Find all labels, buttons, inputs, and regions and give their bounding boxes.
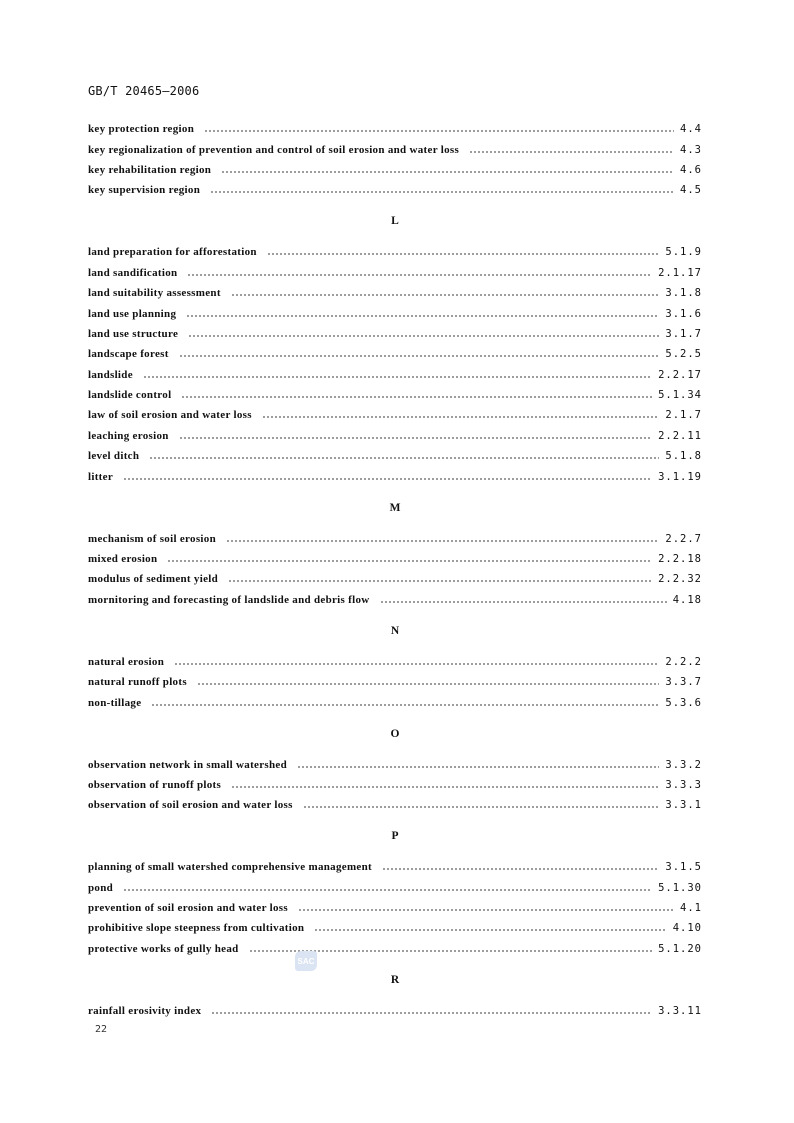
entry-term: leaching erosion: [88, 429, 169, 442]
index-entry: [88, 918, 702, 938]
entry-reference: 3.3.1: [665, 799, 702, 812]
standard-number: GB/T 20465—2006: [88, 84, 200, 98]
entry-term: modulus of sediment yield: [88, 573, 219, 586]
entry-term: litter: [88, 470, 114, 483]
entry-reference: 2.2.32: [658, 573, 702, 586]
entry-term: natural erosion: [88, 655, 165, 668]
entry-reference: 2.2.18: [658, 553, 702, 566]
entry-reference: 4.18: [672, 593, 702, 606]
dot-leader: [179, 437, 652, 439]
entry-reference: 5.3.6: [665, 696, 702, 709]
section-letter: P: [391, 830, 399, 843]
dot-leader: [298, 909, 674, 911]
section-letter: L: [391, 215, 399, 228]
index-entry: [88, 324, 702, 344]
index-entry: [88, 549, 702, 569]
entry-reference: 4.5: [680, 184, 702, 197]
entry-reference: 3.1.7: [665, 327, 702, 340]
dot-leader: [123, 889, 652, 891]
dot-leader: [211, 1012, 652, 1014]
dot-leader: [149, 457, 659, 459]
index-entry: [88, 263, 702, 283]
index-list: [88, 119, 702, 1021]
sac-watermark: SAC: [295, 951, 317, 971]
index-entry: [88, 426, 702, 446]
entry-term: land suitability assessment: [88, 287, 221, 300]
dot-leader: [469, 151, 674, 153]
dot-leader: [231, 786, 659, 788]
index-entry: [88, 365, 702, 385]
entry-term: observation of runoff plots: [88, 778, 222, 791]
entry-reference: 3.1.19: [658, 470, 702, 483]
index-entry: [88, 569, 702, 589]
dot-leader: [226, 540, 659, 542]
entry-term: law of soil erosion and water loss: [88, 409, 252, 422]
index-entry: [88, 242, 702, 262]
entry-term: landslide: [88, 368, 133, 381]
entry-term: level ditch: [88, 450, 140, 463]
index-entry: [88, 466, 702, 486]
index-entry: [88, 303, 702, 323]
dot-leader: [167, 560, 652, 562]
dot-leader: [231, 294, 660, 296]
entry-reference: 2.2.11: [658, 429, 702, 442]
index-entry: [88, 754, 702, 774]
section-letter: M: [389, 501, 401, 514]
dot-leader: [228, 580, 652, 582]
entry-reference: 3.1.8: [665, 287, 702, 300]
index-entry: [88, 878, 702, 898]
dot-leader: [267, 253, 660, 255]
entry-reference: 5.2.5: [665, 348, 702, 361]
dot-leader: [210, 191, 674, 193]
section-letter: N: [390, 624, 400, 637]
entry-reference: 2.1.7: [665, 409, 702, 422]
index-entry: [88, 405, 702, 425]
entry-term: prohibitive slope steepness from cultivation: [88, 922, 305, 935]
entry-term: non-tillage: [88, 696, 142, 709]
section-letter: O: [390, 727, 400, 740]
dot-leader: [382, 868, 659, 870]
dot-leader: [204, 130, 674, 132]
index-entry: [88, 590, 702, 610]
entry-reference: 4.6: [680, 163, 702, 176]
entry-term: rainfall erosivity index: [88, 1004, 202, 1017]
index-entry: [88, 795, 702, 815]
dot-leader: [174, 663, 659, 665]
entry-term: pond: [88, 881, 114, 894]
dot-leader: [297, 766, 659, 768]
entry-reference: 4.4: [680, 123, 702, 136]
entry-reference: 2.2.2: [665, 655, 702, 668]
entry-reference: 5.1.9: [665, 246, 702, 259]
dot-leader: [380, 601, 667, 603]
dot-leader: [314, 929, 666, 931]
entry-term: mixed erosion: [88, 553, 158, 566]
entry-reference: 2.2.7: [665, 532, 702, 545]
dot-leader: [151, 704, 659, 706]
index-entry: [88, 775, 702, 795]
entry-term: natural runoff plots: [88, 676, 187, 689]
entry-reference: 5.1.34: [658, 389, 702, 402]
entry-term: mornitoring and forecasting of landslide and debris flow: [88, 593, 370, 606]
entry-term: planning of small watershed comprehensive management: [88, 861, 372, 874]
dot-leader: [262, 416, 660, 418]
dot-leader: [181, 396, 652, 398]
entry-term: key protection region: [88, 123, 195, 136]
index-entry: [88, 939, 702, 959]
dot-leader: [303, 806, 660, 808]
index-entry: [88, 857, 702, 877]
entry-term: protective works of gully head: [88, 942, 239, 955]
entry-term: land sandification: [88, 266, 178, 279]
entry-term: land use planning: [88, 307, 177, 320]
section-letter: R: [390, 973, 400, 986]
entry-reference: 3.1.6: [665, 307, 702, 320]
entry-term: prevention of soil erosion and water loss: [88, 902, 288, 915]
dot-leader: [188, 335, 659, 337]
dot-leader: [186, 315, 659, 317]
index-entry: [88, 446, 702, 466]
index-entry: [88, 180, 702, 200]
entry-reference: 2.2.17: [658, 368, 702, 381]
entry-term: landslide control: [88, 389, 172, 402]
entry-reference: 4.3: [680, 143, 702, 156]
index-entry: [88, 283, 702, 303]
index-entry: [88, 385, 702, 405]
entry-reference: 3.3.11: [658, 1004, 702, 1017]
entry-reference: 4.1: [680, 902, 702, 915]
dot-leader: [143, 376, 652, 378]
index-entry: [88, 160, 702, 180]
dot-leader: [197, 683, 659, 685]
entry-reference: 3.1.5: [665, 861, 702, 874]
entry-reference: 4.10: [672, 922, 702, 935]
index-entry: [88, 898, 702, 918]
page-number: 22: [95, 1024, 108, 1035]
dot-leader: [187, 274, 652, 276]
index-entry: [88, 344, 702, 364]
entry-term: key supervision region: [88, 184, 201, 197]
index-entry: [88, 528, 702, 548]
entry-reference: 3.3.2: [665, 758, 702, 771]
entry-reference: 5.1.8: [665, 450, 702, 463]
entry-term: observation network in small watershed: [88, 758, 288, 771]
entry-term: key rehabilitation region: [88, 163, 212, 176]
entry-term: land use structure: [88, 327, 179, 340]
entry-reference: 2.1.17: [658, 266, 702, 279]
entry-term: land preparation for afforestation: [88, 246, 257, 259]
index-entry: [88, 139, 702, 159]
index-entry: [88, 1001, 702, 1021]
index-entry: [88, 692, 702, 712]
entry-term: landscape forest: [88, 348, 169, 361]
index-entry: [88, 652, 702, 672]
dot-leader: [221, 171, 674, 173]
entry-reference: 3.3.7: [665, 676, 702, 689]
entry-term: observation of soil erosion and water loss: [88, 799, 293, 812]
dot-leader: [179, 355, 660, 357]
entry-term: mechanism of soil erosion: [88, 532, 216, 545]
entry-term: key regionalization of prevention and control of soil erosion and water loss: [88, 143, 460, 156]
dot-leader: [123, 478, 652, 480]
index-entry: [88, 672, 702, 692]
entry-reference: 5.1.20: [658, 942, 702, 955]
entry-reference: 3.3.3: [665, 778, 702, 791]
entry-reference: 5.1.30: [658, 881, 702, 894]
index-entry: [88, 119, 702, 139]
